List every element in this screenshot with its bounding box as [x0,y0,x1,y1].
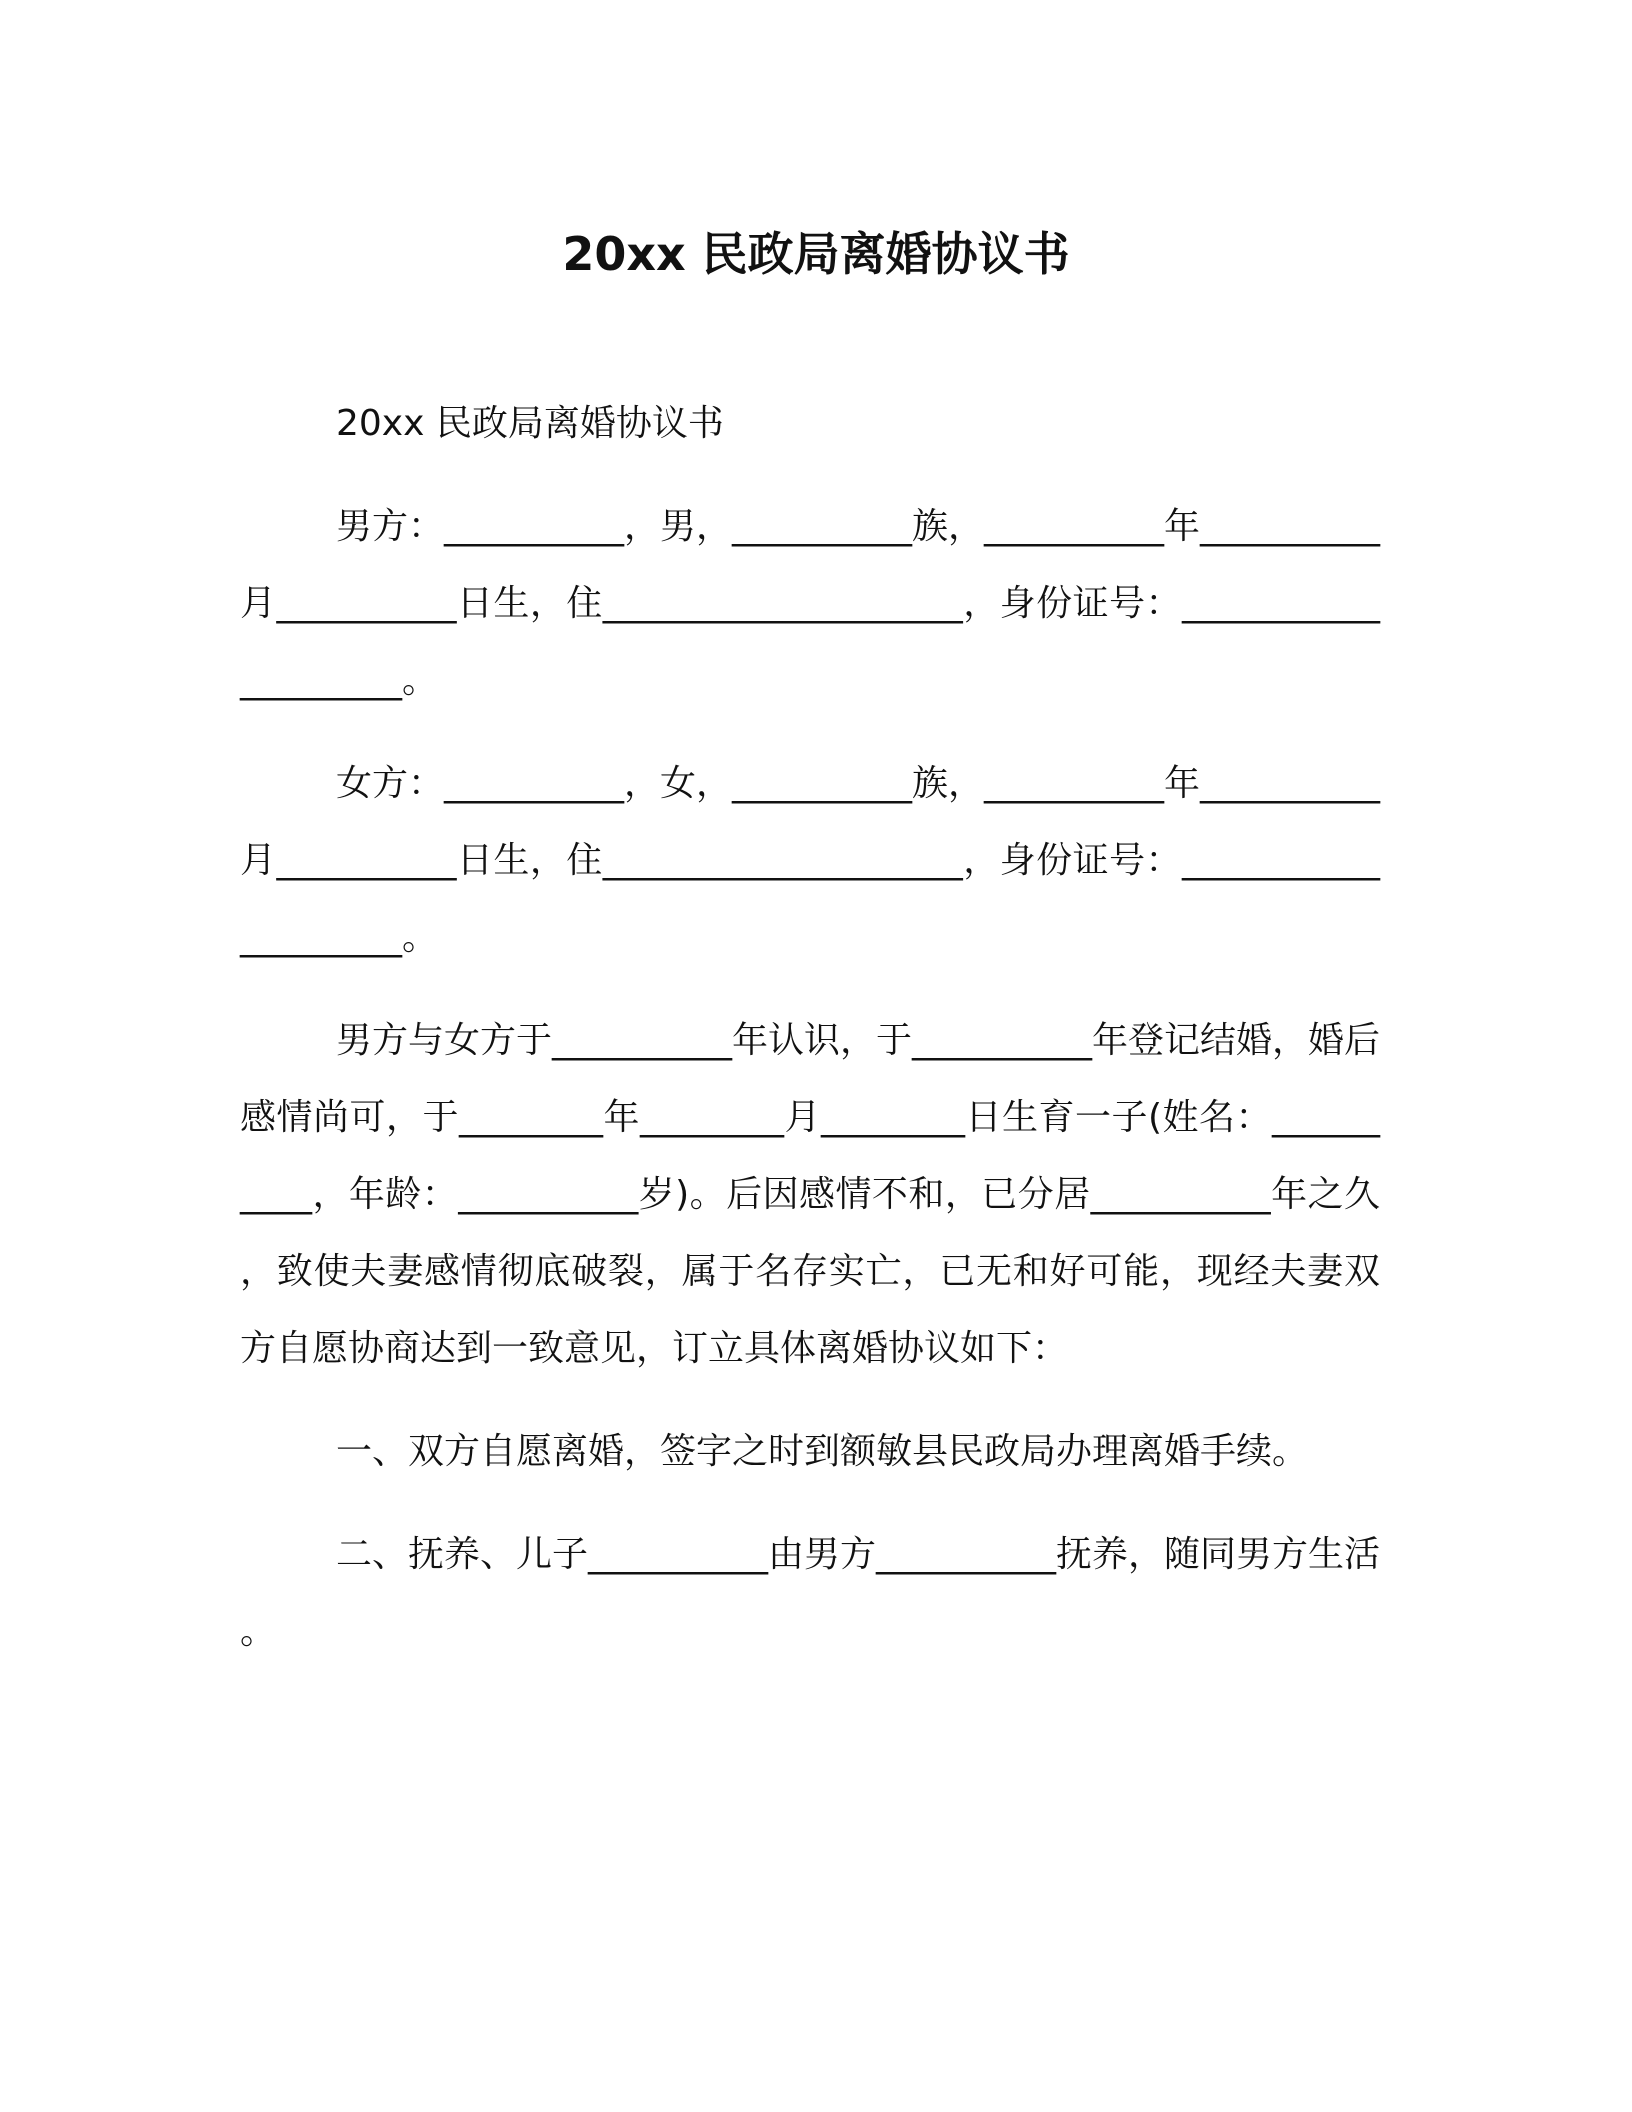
background-paragraph: 男方与女方于__________年认识，于__________年登记结婚，婚后感情尚可，于________年________月________日生育一子(姓名：__________，年龄：__________岁)。后因感情不和，已分居__________年之久，致使夫妻感情彻底破裂，属于名存实亡，已无和好可能，现经夫妻双方自愿协商达到一致意见，订立具体离婚协议如下： [240,1020,1381,1369]
document-body [240,385,1380,1696]
document-subtitle: 20xx 民政局离婚协议书 [336,403,724,444]
male-party-paragraph: 男方：__________，男，__________族，__________年__________月__________日生，住____________________，身份证号：____________________。 [240,506,1381,701]
female-party-paragraph: 女方：__________，女，__________族，__________年__________月__________日生，住____________________，身份证号：____________________。 [240,763,1381,958]
clause-one-paragraph: 一、双方自愿离婚，签字之时到额敏县民政局办理离婚手续。 [336,1431,1309,1472]
document-title: 20xx 民政局离婚协议书 [562,227,1070,281]
clause-two-paragraph: 二、抚养、儿子__________由男方__________抚养，随同男方生活。 [240,1534,1381,1652]
